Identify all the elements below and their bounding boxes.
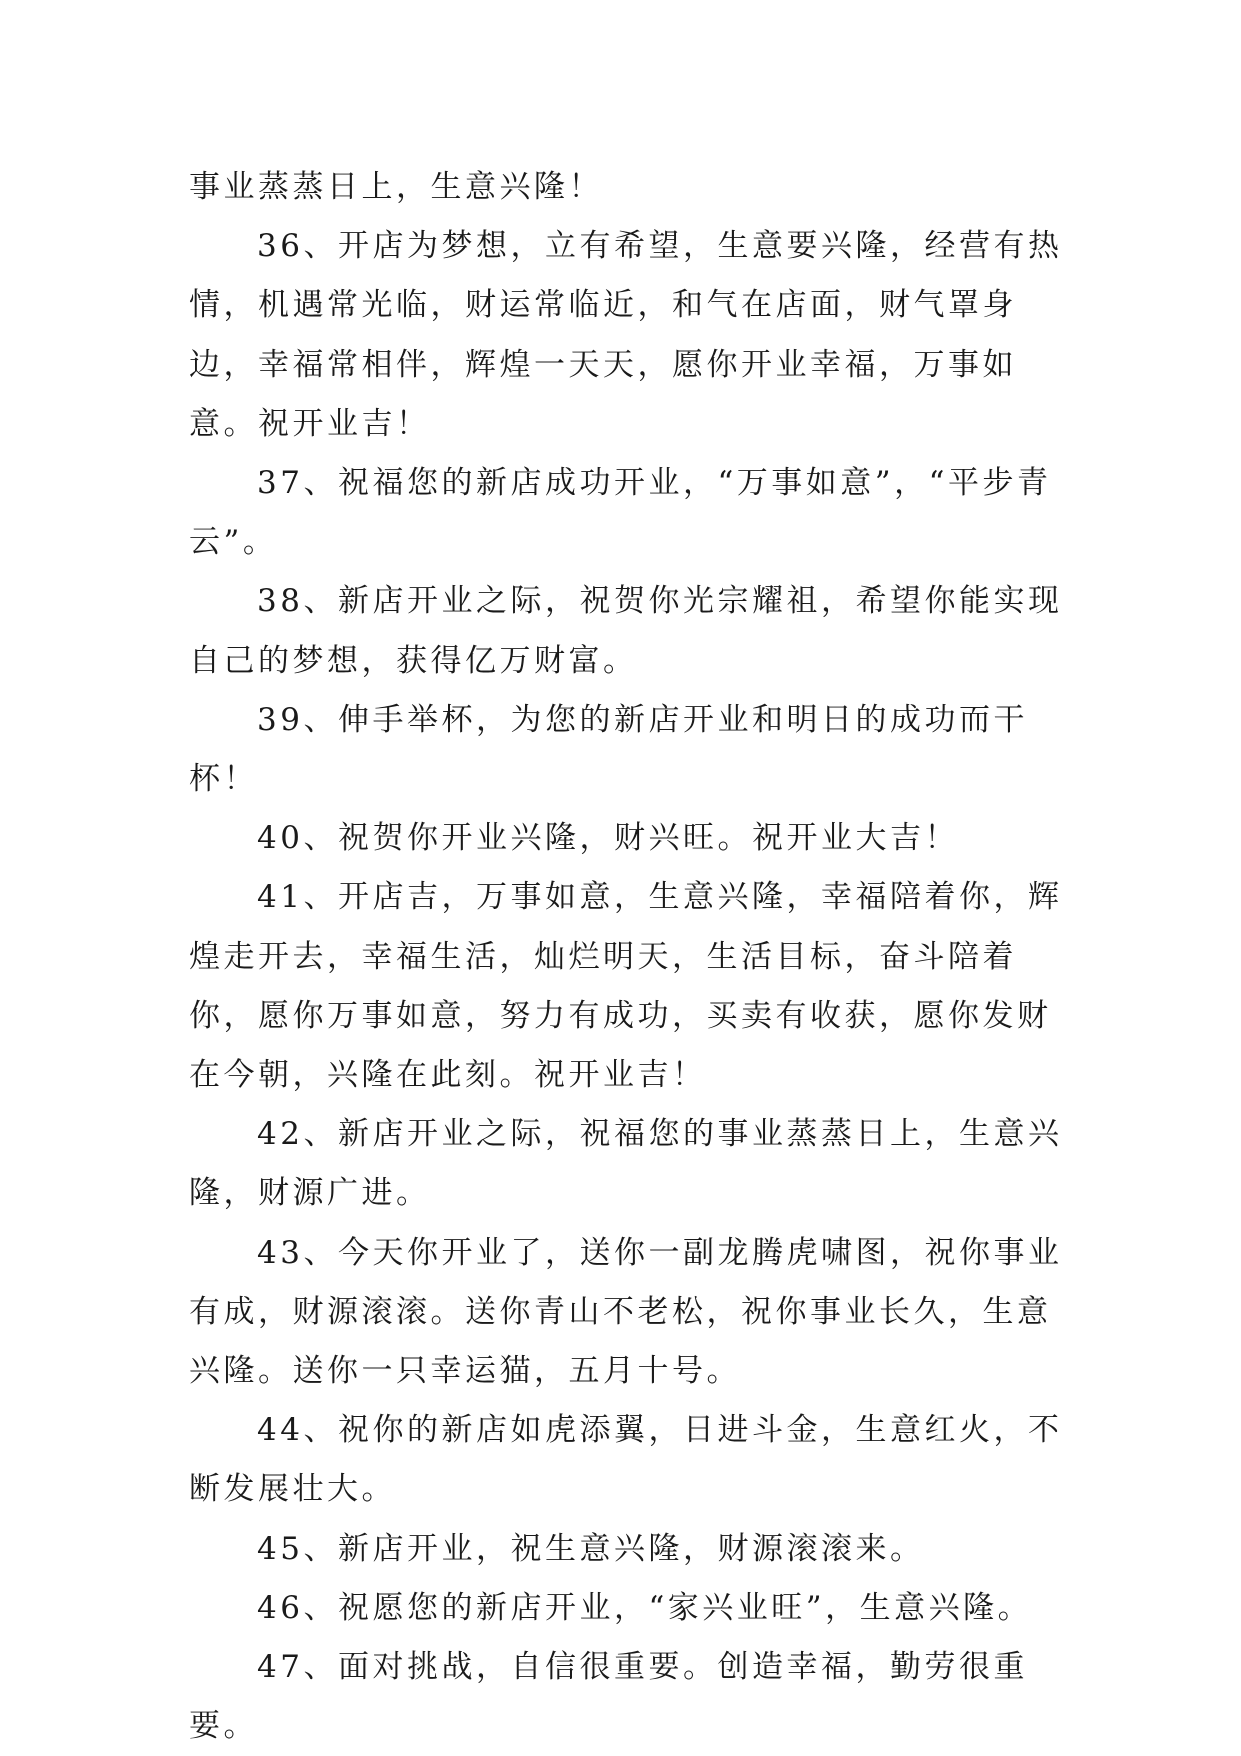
paragraph-item-42: 42、新店开业之际，祝福您的事业蒸蒸日上，生意兴隆，财源广进。 [189,1116,1063,1212]
paragraph-item-47: 47、面对挑战，自信很重要。创造幸福，勤劳很重要。 [189,1649,1028,1745]
document-body [189,158,1074,1756]
paragraph-item-37: 37、祝福您的新店成功开业，“万事如意”，“平步青云”。 [189,465,1052,561]
paragraph-item-43: 43、今天你开业了，送你一副龙腾虎啸图，祝你事业有成，财源滚滚。送你青山不老松，祝你事业长久，生意兴隆。送你一只幸运猫，五月十号。 [189,1234,1063,1390]
paragraph-item-45: 45、新店开业，祝生意兴隆，财源滚滚来。 [257,1530,925,1567]
paragraph-item-38: 38、新店开业之际，祝贺你光宗耀祖，希望你能实现自己的梦想，获得亿万财富。 [189,583,1063,679]
paragraph-item-46: 46、祝愿您的新店开业，“家兴业旺”，生意兴隆。 [257,1589,1033,1626]
paragraph-item-44: 44、祝你的新店如虎添翼，日进斗金，生意红火，不断发展壮大。 [189,1412,1063,1508]
paragraph-item-36: 36、开店为梦想，立有希望，生意要兴隆，经营有热情，机遇常光临，财运常临近，和气在店面，财气罩身边，幸福常相伴，辉煌一天天，愿你开业幸福，万事如意。祝开业吉！ [189,228,1063,442]
paragraph-continuation: 事业蒸蒸日上，生意兴隆！ [189,169,603,205]
paragraph-item-39: 39、伸手举杯，为您的新店开业和明日的成功而干杯！ [189,701,1028,798]
paragraph-item-41: 41、开店吉，万事如意，生意兴隆，幸福陪着你，辉煌走开去，幸福生活，灿烂明天，生活目标，奋斗陪着你，愿你万事如意，努力有成功，买卖有收获，愿你发财在今朝，兴隆在此刻。祝开业吉！ [189,879,1063,1094]
paragraph-item-40: 40、祝贺你开业兴隆，财兴旺。祝开业大吉！ [257,820,959,857]
